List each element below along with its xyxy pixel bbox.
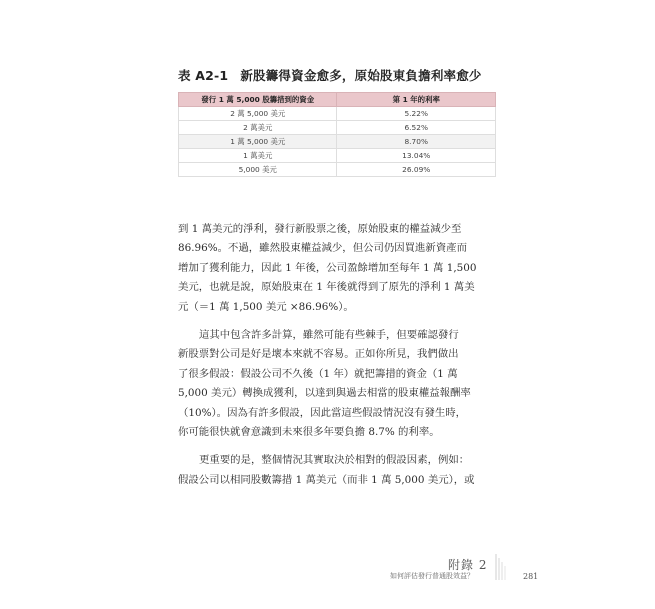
page-number: 281 [523, 572, 539, 581]
table-row [179, 107, 496, 121]
table-row [179, 121, 496, 135]
body-text [178, 220, 498, 490]
table-cell-rate: 26.09% [337, 163, 496, 177]
table-cell-funds: 2 萬美元 [179, 121, 337, 135]
table-cell-funds: 2 萬 5,000 美元 [179, 107, 337, 121]
table-row [179, 163, 496, 177]
table-number: 表 A2-1 [178, 68, 229, 83]
table-cell-rate: 5.22% [337, 107, 496, 121]
text-line: 86.96%。不過，雖然股東權益減少，但公司仍因買進新資產而 [178, 242, 467, 255]
appendix-label: 附錄 2 [448, 558, 488, 572]
table-row [179, 149, 496, 163]
table-caption [178, 66, 482, 84]
paragraph-3 [178, 451, 498, 490]
table-cell-rate: 13.04% [337, 149, 496, 163]
table-cell-funds: 1 萬美元 [179, 149, 337, 163]
table-cell-rate: 8.70% [337, 135, 496, 149]
table-header-row [179, 93, 496, 107]
text-line: 5,000 美元）轉換成獲利，以達到與過去相當的股東權益報酬率 [178, 387, 471, 400]
table-cell-funds: 5,000 美元 [179, 163, 337, 177]
table-row [179, 135, 496, 149]
funding-interest-table [178, 92, 496, 177]
footer-bracket-icon [493, 552, 511, 582]
table-title: 新股籌得資金愈多，原始股東負擔利率愈少 [240, 68, 482, 83]
table-header-rate: 第 1 年的利率 [337, 93, 496, 107]
appendix-subtitle: 如何評估發行普通股效益？ [390, 572, 474, 580]
text-line: 更重要的是，整個情況其實取決於相對的假設因素，例如： [199, 454, 470, 467]
text-line: 到 1 萬美元的淨利，發行新股票之後，原始股東的權益減少至 [178, 223, 462, 235]
text-line: 這其中包含許多計算，雖然可能有些棘手，但要確認發行 [199, 329, 459, 342]
paragraph-2 [178, 326, 498, 442]
text-line: 了很多假設：假設公司不久後（1 年）就把籌措的資金（1 萬 [178, 367, 458, 380]
text-line: （10%）。因為有許多假設，因此當這些假設情況沒有發生時， [178, 406, 467, 419]
table-header-funds: 發行 1 萬 5,000 股籌措到的資金 [179, 93, 337, 107]
text-line: 美元，也就是說，原始股東在 1 年後就得到了原先的淨利 1 萬美 [178, 281, 475, 294]
text-line: 假設公司以相同股數籌措 1 萬美元（而非 1 萬 5,000 美元），或 [178, 473, 475, 486]
paragraph-1 [178, 220, 498, 317]
text-line: 新股票對公司是好是壞本來就不容易。正如你所見，我們做出 [178, 348, 459, 361]
text-line: 你可能很快就會意識到未來很多年要負擔 8.7% 的利率。 [178, 426, 440, 439]
text-line: 增加了獲利能力，因此 1 年後，公司盈餘增加至每年 1 萬 1,500 [178, 261, 477, 274]
text-line: 元（＝1 萬 1,500 美元 ×86.96%）。 [178, 300, 354, 313]
table-cell-rate: 6.52% [337, 121, 496, 135]
table-cell-funds: 1 萬 5,000 美元 [179, 135, 337, 149]
